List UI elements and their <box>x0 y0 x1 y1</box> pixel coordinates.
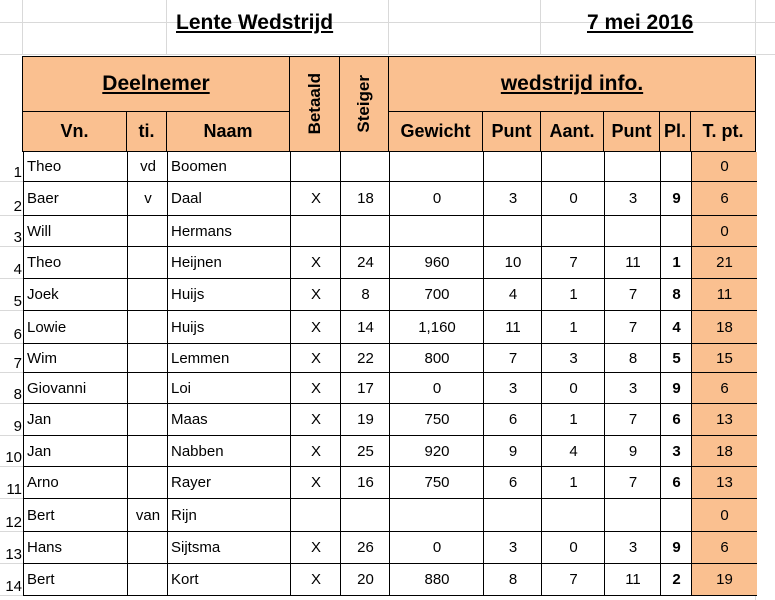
cell-punt2[interactable]: 11 <box>604 564 661 596</box>
table-row <box>0 436 760 467</box>
table-row <box>0 499 760 532</box>
table-row <box>0 216 760 247</box>
header-steiger <box>339 56 389 152</box>
cell-gewicht[interactable]: 700 <box>389 279 484 311</box>
cell-aant[interactable]: 1 <box>541 311 605 344</box>
cell-betaald[interactable]: X <box>290 564 341 596</box>
cell-pl[interactable] <box>660 216 692 247</box>
table-row <box>0 279 760 311</box>
row-number[interactable]: 11 <box>0 467 24 499</box>
cell-naam[interactable]: Daal <box>167 182 291 216</box>
cell-vn[interactable]: Bert <box>23 499 128 532</box>
cell-punt1[interactable]: 6 <box>483 404 542 436</box>
cell-naam[interactable]: Heijnen <box>167 247 291 279</box>
cell-naam[interactable]: Kort <box>167 564 291 596</box>
cell-naam[interactable]: Boomen <box>167 152 291 182</box>
header-pl <box>659 111 691 152</box>
cell-aant[interactable]: 0 <box>541 532 605 564</box>
header-punt-1-label: Punt <box>491 121 532 141</box>
cell-aant[interactable] <box>541 152 605 182</box>
cell-ti[interactable] <box>127 373 168 404</box>
cell-ti[interactable] <box>127 467 168 499</box>
cell-betaald[interactable]: X <box>290 404 341 436</box>
cell-ti[interactable] <box>127 404 168 436</box>
cell-punt1[interactable]: 3 <box>483 532 542 564</box>
cell-betaald[interactable] <box>290 216 341 247</box>
table-row <box>0 344 760 373</box>
header-punt-2-label: Punt <box>611 121 652 141</box>
cell-gewicht[interactable]: 0 <box>389 373 484 404</box>
cell-punt2[interactable]: 3 <box>604 532 661 564</box>
cell-tpt[interactable]: 0 <box>691 152 757 182</box>
cell-pl[interactable]: 9 <box>660 373 692 404</box>
table-row <box>0 467 760 499</box>
cell-aant[interactable] <box>541 216 605 247</box>
row-number[interactable]: 10 <box>0 436 24 467</box>
cell-pl[interactable] <box>660 152 692 182</box>
cell-pl[interactable]: 2 <box>660 564 692 596</box>
table-row <box>0 152 760 182</box>
cell-punt2[interactable] <box>604 152 661 182</box>
cell-naam[interactable]: Rijn <box>167 499 291 532</box>
cell-punt1[interactable] <box>483 216 542 247</box>
cell-punt2[interactable]: 3 <box>604 182 661 216</box>
cell-pl[interactable]: 9 <box>660 532 692 564</box>
cell-tpt[interactable]: 11 <box>691 279 757 311</box>
cell-aant[interactable]: 1 <box>541 404 605 436</box>
cell-tpt[interactable]: 13 <box>691 404 757 436</box>
cell-betaald[interactable]: X <box>290 279 341 311</box>
cell-tpt[interactable]: 6 <box>691 532 757 564</box>
cell-vn[interactable]: Giovanni <box>23 373 128 404</box>
cell-pl[interactable]: 8 <box>660 279 692 311</box>
cell-tpt[interactable]: 18 <box>691 311 757 344</box>
sheet-date: 7 mei 2016 <box>587 11 694 34</box>
cell-ti[interactable]: vd <box>127 152 168 182</box>
header-pl-label: Pl. <box>663 121 686 141</box>
header-tpt <box>690 111 756 152</box>
cell-steiger[interactable]: 24 <box>340 247 390 279</box>
cell-tpt[interactable]: 21 <box>691 247 757 279</box>
cell-naam[interactable]: Rayer <box>167 467 291 499</box>
cell-punt2[interactable]: 7 <box>604 311 661 344</box>
row-number[interactable]: 13 <box>0 532 24 564</box>
cell-pl[interactable]: 6 <box>660 404 692 436</box>
cell-punt2[interactable]: 3 <box>604 373 661 404</box>
row-number[interactable]: 3 <box>0 216 24 247</box>
cell-naam[interactable]: Hermans <box>167 216 291 247</box>
cell-steiger[interactable] <box>340 499 390 532</box>
header-naam-label: Naam <box>203 121 253 141</box>
cell-vn[interactable]: Lowie <box>23 311 128 344</box>
cell-gewicht[interactable] <box>389 499 484 532</box>
header-betaald-label: Betaald <box>304 73 324 135</box>
cell-tpt[interactable]: 15 <box>691 344 757 373</box>
cell-steiger[interactable]: 16 <box>340 467 390 499</box>
row-number[interactable]: 9 <box>0 404 24 436</box>
cell-aant[interactable] <box>541 499 605 532</box>
cell-steiger[interactable]: 22 <box>340 344 390 373</box>
cell-steiger[interactable]: 18 <box>340 182 390 216</box>
cell-punt2[interactable]: 7 <box>604 467 661 499</box>
cell-betaald[interactable]: X <box>290 373 341 404</box>
cell-tpt[interactable]: 6 <box>691 373 757 404</box>
cell-tpt[interactable]: 6 <box>691 182 757 216</box>
cell-naam[interactable]: Lemmen <box>167 344 291 373</box>
table-row <box>0 564 760 596</box>
sheet-title: Lente Wedstrijd <box>176 11 334 34</box>
cell-gewicht[interactable]: 800 <box>389 344 484 373</box>
cell-punt1[interactable]: 11 <box>483 311 542 344</box>
cell-ti[interactable] <box>127 216 168 247</box>
cell-gewicht[interactable]: 920 <box>389 436 484 467</box>
header-aant-label: Aant. <box>549 121 595 141</box>
cell-pl[interactable]: 1 <box>660 247 692 279</box>
cell-punt2[interactable] <box>604 216 661 247</box>
header-tpt-label: T. pt. <box>702 121 744 141</box>
cell-punt2[interactable]: 7 <box>604 279 661 311</box>
cell-betaald[interactable]: X <box>290 436 341 467</box>
cell-steiger[interactable]: 25 <box>340 436 390 467</box>
row-number[interactable]: 8 <box>0 373 24 404</box>
cell-punt2[interactable]: 8 <box>604 344 661 373</box>
row-number[interactable]: 1 <box>0 152 24 182</box>
cell-steiger[interactable]: 14 <box>340 311 390 344</box>
cell-betaald[interactable]: X <box>290 182 341 216</box>
cell-vn[interactable]: Theo <box>23 152 128 182</box>
cell-punt2[interactable]: 7 <box>604 404 661 436</box>
header-aant <box>540 111 604 152</box>
cell-ti[interactable] <box>127 311 168 344</box>
cell-punt1[interactable]: 4 <box>483 279 542 311</box>
cell-ti[interactable]: v <box>127 182 168 216</box>
cell-ti[interactable]: van <box>127 499 168 532</box>
cell-punt1[interactable]: 8 <box>483 564 542 596</box>
header-gewicht-label: Gewicht <box>400 121 471 141</box>
cell-vn[interactable]: Baer <box>23 182 128 216</box>
header-vn <box>22 111 127 152</box>
cell-pl[interactable] <box>660 499 692 532</box>
header-ti <box>126 111 167 152</box>
table-row <box>0 404 760 436</box>
header-steiger-label: Steiger <box>354 75 373 133</box>
header-participant-label: Deelnemer <box>102 72 210 95</box>
cell-punt1[interactable] <box>483 152 542 182</box>
cell-punt2[interactable] <box>604 499 661 532</box>
cell-naam[interactable]: Maas <box>167 404 291 436</box>
cell-gewicht[interactable]: 750 <box>389 404 484 436</box>
header-gewicht <box>388 111 483 152</box>
row-number[interactable]: 5 <box>0 279 24 311</box>
cell-tpt[interactable]: 18 <box>691 436 757 467</box>
table-row <box>0 311 760 344</box>
cell-ti[interactable] <box>127 344 168 373</box>
cell-steiger[interactable]: 19 <box>340 404 390 436</box>
cell-tpt[interactable]: 0 <box>691 499 757 532</box>
row-number[interactable]: 2 <box>0 182 24 216</box>
cell-vn[interactable]: Arno <box>23 467 128 499</box>
cell-ti[interactable] <box>127 436 168 467</box>
cell-naam[interactable]: Huijs <box>167 279 291 311</box>
table-row <box>0 373 760 404</box>
cell-naam[interactable]: Sijtsma <box>167 532 291 564</box>
header-info-label: wedstrijd info. <box>500 72 644 95</box>
cell-ti[interactable] <box>127 532 168 564</box>
row-number[interactable]: 12 <box>0 499 24 532</box>
cell-punt1[interactable]: 10 <box>483 247 542 279</box>
cell-ti[interactable] <box>127 247 168 279</box>
table-row <box>0 532 760 564</box>
cell-ti[interactable] <box>127 564 168 596</box>
cell-steiger[interactable]: 8 <box>340 279 390 311</box>
cell-vn[interactable]: Theo <box>23 247 128 279</box>
cell-punt1[interactable]: 3 <box>483 182 542 216</box>
cell-punt2[interactable]: 11 <box>604 247 661 279</box>
cell-gewicht[interactable]: 880 <box>389 564 484 596</box>
cell-pl[interactable]: 4 <box>660 311 692 344</box>
table-row <box>0 182 760 216</box>
cell-betaald[interactable]: X <box>290 344 341 373</box>
cell-punt2[interactable]: 9 <box>604 436 661 467</box>
cell-vn[interactable]: Jan <box>23 436 128 467</box>
cell-aant[interactable]: 0 <box>541 182 605 216</box>
cell-punt1[interactable]: 6 <box>483 467 542 499</box>
row-number[interactable]: 4 <box>0 247 24 279</box>
header-ti-label: ti. <box>138 121 155 141</box>
cell-naam[interactable]: Nabben <box>167 436 291 467</box>
cell-vn[interactable]: Jan <box>23 404 128 436</box>
cell-tpt[interactable]: 0 <box>691 216 757 247</box>
row-number[interactable]: 14 <box>0 564 24 596</box>
header-vn-label: Vn. <box>60 121 89 141</box>
cell-gewicht[interactable]: 0 <box>389 182 484 216</box>
cell-tpt[interactable]: 13 <box>691 467 757 499</box>
cell-aant[interactable]: 1 <box>541 467 605 499</box>
header-punt-1 <box>482 111 541 152</box>
cell-ti[interactable] <box>127 279 168 311</box>
cell-gewicht[interactable] <box>389 152 484 182</box>
cell-punt1[interactable]: 3 <box>483 373 542 404</box>
cell-pl[interactable]: 9 <box>660 182 692 216</box>
cell-vn[interactable]: Will <box>23 216 128 247</box>
header-info-group <box>388 56 756 112</box>
header-punt-2 <box>603 111 660 152</box>
cell-gewicht[interactable] <box>389 216 484 247</box>
cell-betaald[interactable] <box>290 499 341 532</box>
cell-aant[interactable]: 3 <box>541 344 605 373</box>
cell-steiger[interactable]: 17 <box>340 373 390 404</box>
cell-punt1[interactable]: 9 <box>483 436 542 467</box>
row-number[interactable]: 6 <box>0 311 24 344</box>
cell-aant[interactable]: 0 <box>541 373 605 404</box>
cell-naam[interactable]: Huijs <box>167 311 291 344</box>
header-naam <box>166 111 290 152</box>
cell-pl[interactable]: 5 <box>660 344 692 373</box>
cell-betaald[interactable]: X <box>290 532 341 564</box>
cell-punt1[interactable]: 7 <box>483 344 542 373</box>
cell-betaald[interactable]: X <box>290 467 341 499</box>
cell-vn[interactable]: Wim <box>23 344 128 373</box>
cell-aant[interactable]: 7 <box>541 564 605 596</box>
cell-gewicht[interactable]: 0 <box>389 532 484 564</box>
cell-steiger[interactable] <box>340 152 390 182</box>
cell-aant[interactable]: 1 <box>541 279 605 311</box>
cell-vn[interactable]: Hans <box>23 532 128 564</box>
cell-aant[interactable]: 7 <box>541 247 605 279</box>
cell-vn[interactable]: Bert <box>23 564 128 596</box>
cell-punt1[interactable] <box>483 499 542 532</box>
cell-pl[interactable]: 6 <box>660 467 692 499</box>
header-participant-group <box>22 56 290 112</box>
cell-gewicht[interactable]: 750 <box>389 467 484 499</box>
header-betaald <box>289 56 340 152</box>
cell-steiger[interactable]: 26 <box>340 532 390 564</box>
cell-naam[interactable]: Loi <box>167 373 291 404</box>
cell-vn[interactable]: Joek <box>23 279 128 311</box>
row-number[interactable]: 7 <box>0 344 24 373</box>
cell-betaald[interactable]: X <box>290 311 341 344</box>
cell-steiger[interactable]: 20 <box>340 564 390 596</box>
cell-betaald[interactable]: X <box>290 247 341 279</box>
cell-steiger[interactable] <box>340 216 390 247</box>
cell-gewicht[interactable]: 960 <box>389 247 484 279</box>
cell-pl[interactable]: 3 <box>660 436 692 467</box>
cell-aant[interactable]: 4 <box>541 436 605 467</box>
table-row <box>0 247 760 279</box>
cell-tpt[interactable]: 19 <box>691 564 757 596</box>
cell-betaald[interactable] <box>290 152 341 182</box>
cell-gewicht[interactable]: 1,160 <box>389 311 484 344</box>
